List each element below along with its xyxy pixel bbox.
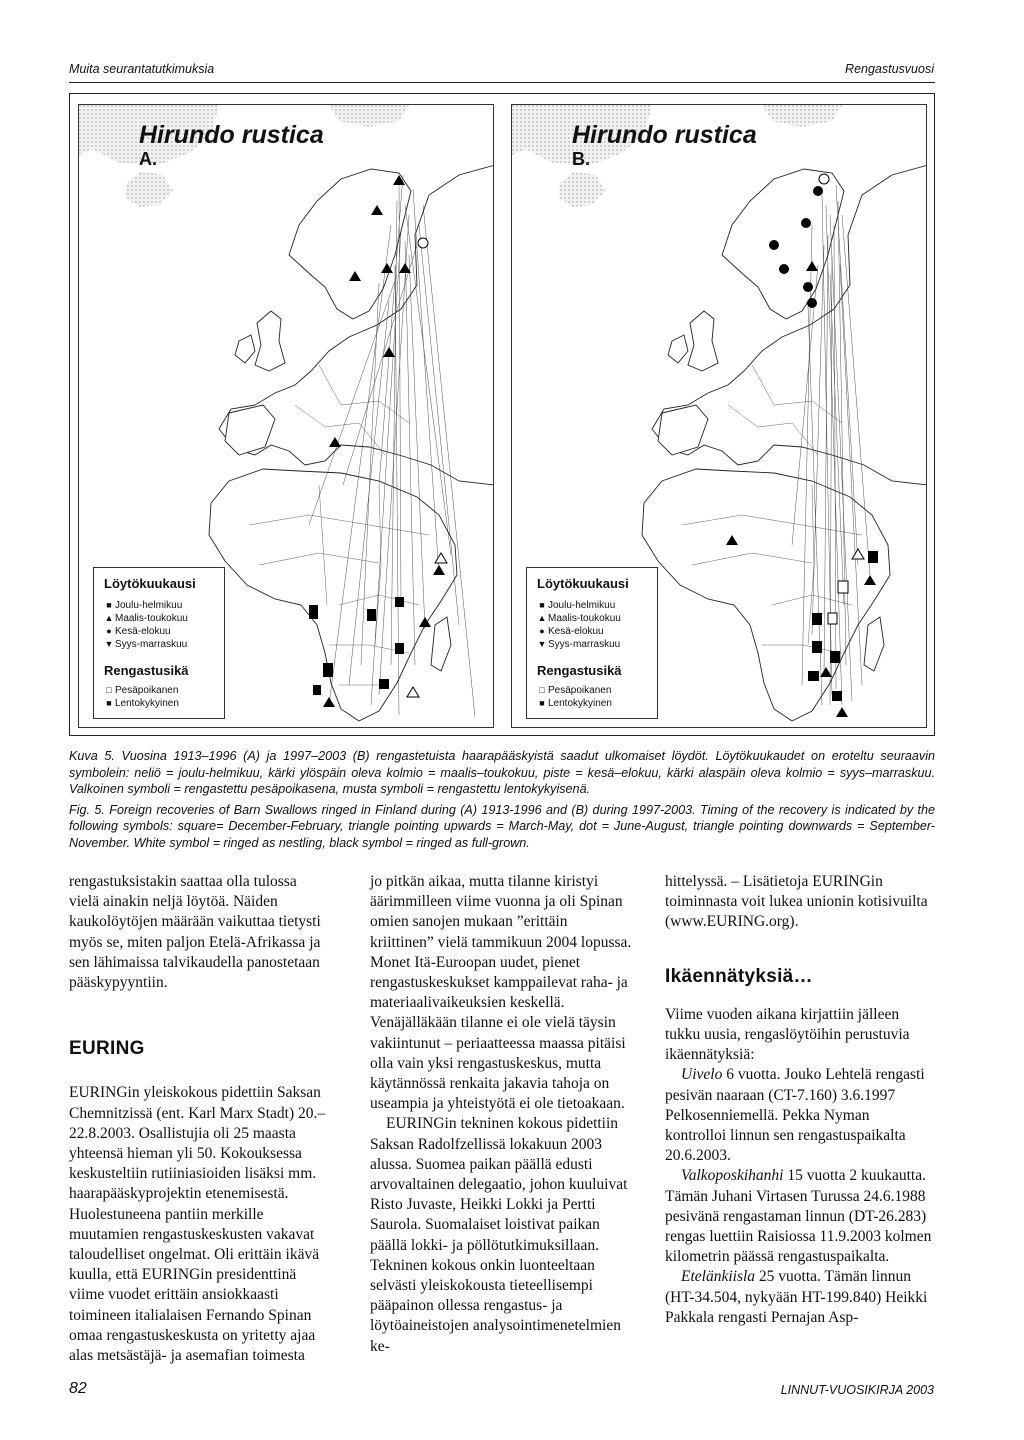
- legend-b-age-1: [537, 684, 647, 697]
- caption-en-text: Foreign recoveries of Barn Swallows ringed in Finland during (A) 1913-1996 and (B) during 1997-2003. Timing of the recovery is indicated by the following symbols: square= December-February, triangle pointing upwards = March-May, dot = June-August, triangle pointing downwards = September-November. White symbol = ringed as nestling, black symbol = ringed as full-grown.: [69, 802, 936, 850]
- figure-5: [69, 93, 935, 736]
- triangle-down-icon: ▼: [104, 639, 114, 649]
- legend-b-item-2: [537, 612, 647, 625]
- map-panel-a: [78, 104, 494, 728]
- square-icon: ■: [539, 600, 545, 610]
- legend-b-item-1-label: Joulu-helmikuu: [548, 600, 616, 611]
- legend-b-item-4: [537, 638, 647, 651]
- heading-ikaennatyksia: Ikäennätyksiä…: [665, 965, 813, 987]
- map-b-label: B.: [572, 149, 590, 169]
- col1-paragraph-1: rengastuksistakin saattaa olla tulossa vielä ainakin neljä löytöä. Näiden kaukolöytöjen määrään vaikuttaa tietysti myös se, miten paljon Etelä-Afrikassa ja sen lähimaissa talvikaudella panostetaan pääskypyyntiin.: [69, 873, 321, 992]
- legend-a-age-2: [104, 697, 214, 710]
- white-square-icon: □: [106, 685, 112, 695]
- map-panel-b: [511, 104, 927, 728]
- legend-a-item-1-label: Joulu-helmikuu: [115, 600, 183, 611]
- legend-a-item-4-label: Syys-marraskuu: [115, 639, 188, 650]
- caption-finnish: [69, 748, 935, 798]
- col3-paragraph-etelankiisla: [665, 1267, 933, 1328]
- legend-b-age-2-label: Lentokykyinen: [548, 698, 612, 709]
- map-b-title: Hirundo rustica: [572, 121, 757, 149]
- uivelo-text: 6 vuotta. Jouko Lehtelä rengasti pesivän naaraan (CT-7.160) 3.6.1997 Pelkosenniemellä. Pekka Nyman kontrolloi linnun sen rengastuspaikalta 20.6.2003.: [665, 1066, 925, 1165]
- legend-a-item-3-label: Kesä-elokuu: [115, 626, 171, 637]
- heading-euring: EURING: [69, 1038, 145, 1060]
- legend-a: [93, 567, 225, 719]
- legend-a-age-title: Rengastusikä: [104, 663, 189, 678]
- col3-paragraph-valkoposkihanhi: [665, 1166, 933, 1267]
- col3-paragraph-1: hittelyssä. – Lisätietoja EURINGin toiminnasta voit lukea unionin kotisivuilta (www.EURING.org).: [665, 873, 928, 931]
- col1-paragraph-2: EURINGin yleiskokous pidettiin Saksan Chemnitzissä (ent. Karl Marx Stadt) 20.–22.8.2003. Osallistujia oli 25 maasta yhteensä hieman yli 50. Kokouksessa keskusteltiin rutiiniasioiden lisäksi mm. haarapääskyprojektin etenemisestä. Huolestuneena pantiin merkille muutamien rengastuskeskusten vakavat taloudelliset ongelmat. Oli erittäin ikävä kuulla, että EURINGin presidenttinä viime vuodet erittäin ansiokkaasti toimineen italialaisen Fernando Spinan omaa rengastuskeskusta on yritetty ajaa alas metsästäjä- ja asemafian toimesta: [69, 1084, 326, 1365]
- legend-a-age-2-label: Lentokykyinen: [115, 698, 179, 709]
- caption-english: [69, 802, 935, 852]
- britain-shape: [255, 311, 285, 371]
- legend-a-title: Löytökuukausi: [104, 576, 196, 591]
- legend-b-item-3-label: Kesä-elokuu: [548, 626, 604, 637]
- black-square-icon: ■: [106, 698, 112, 708]
- text-column-3: [665, 872, 933, 1328]
- caption-en-label: Fig. 5.: [69, 802, 105, 817]
- legend-a-age-1: [104, 684, 214, 697]
- legend-b-age-1-label: Pesäpoikanen: [548, 685, 612, 696]
- caption-fi-text: Vuosina 1913–1996 (A) ja 1997–2003 (B) rengastetuista haarapääskyistä saadut ulkomaiset löydöt. Löytökuukaudet on eroteltu seuraavin symbolein: neliö = joulu-helmikuu, kärki ylöspäin oleva kolmio = maalis–toukokuu, piste = kesä–elokuu, kärki alaspäin oleva kolmio = syys–marraskuu. Valkoinen symboli = rengastettu pesäpoikasena, musta symboli = rengastettu lentokykyisenä.: [69, 749, 935, 796]
- map-a-title: Hirundo rustica: [139, 121, 324, 149]
- triangle-up-icon: ▲: [537, 613, 547, 623]
- running-head-right: Rengastusvuosi: [845, 62, 934, 76]
- madagascar-shape: [431, 617, 451, 671]
- legend-a-item-2-label: Maalis-toukokuu: [115, 613, 188, 624]
- legend-a-item-4: [104, 638, 214, 651]
- legend-b-item-4-label: Syys-marraskuu: [548, 639, 621, 650]
- page-number: 82: [69, 1380, 87, 1397]
- triangle-up-icon: ▲: [104, 613, 114, 623]
- iceland-shape: [125, 171, 173, 207]
- triangle-down-icon: ▼: [537, 639, 547, 649]
- text-column-1: [69, 872, 327, 1366]
- species-etelankiisla: Etelänkiisla: [681, 1268, 756, 1286]
- species-valkoposkihanhi: Valkoposkihanhi: [681, 1167, 784, 1185]
- running-head-left: Muita seurantatutkimuksia: [69, 62, 215, 76]
- valkoposkihanhi-text: 15 vuotta 2 kuukautta. Tämän Juhani Virtasen Turussa 24.6.1988 pesivänä rengastaman linnun (DT-26.283) rengas luettiin Raisiossa 11.9.2003 kolmen kilometrin päässä rengastuspaikalta.: [665, 1167, 932, 1266]
- etelankiisla-text: 25 vuotta. Tämän linnun (HT-34.504, nykyään HT-199.840) Heikki Pakkala rengasti Pernajan Asp-: [665, 1268, 928, 1326]
- dot-icon: ●: [106, 626, 112, 636]
- legend-b: [526, 567, 658, 719]
- col2-paragraph-2: EURINGin tekninen kokous pidettiin Saksan Radolfzellissä lokakuun 2003 alussa. Suomea paikan päällä edusti arvovaltainen delegaatio, johon kuuluivat Risto Juvaste, Heikki Lokki ja Pertti Saurola. Suomalaiset loistivat paikan päällä lokki- ja pöllötutkimuksillaan. Tekninen kokous onkin luonteeltaan selvästi yleiskokousta tieteellisempi pääpainon ollessa rengastus- ja löytöaineistojen analysointimenetelmien ke-: [370, 1115, 628, 1355]
- journal-name: LINNUT-VUOSIKIRJA 2003: [780, 1383, 934, 1397]
- header-rule: [69, 82, 935, 83]
- legend-a-item-2: [104, 612, 214, 625]
- legend-a-item-3: [104, 625, 214, 638]
- species-uivelo: Uivelo: [681, 1066, 723, 1084]
- figure-caption: [69, 748, 935, 851]
- black-square-icon: ■: [539, 698, 545, 708]
- legend-b-age-title: Rengastusikä: [537, 663, 622, 678]
- map-a-label: A.: [139, 149, 157, 169]
- col3-paragraph-uivelo: [665, 1065, 933, 1166]
- legend-b-age-2: [537, 697, 647, 710]
- text-column-2: [370, 872, 634, 1357]
- legend-a-age-1-label: Pesäpoikanen: [115, 685, 179, 696]
- square-icon: ■: [106, 600, 112, 610]
- legend-b-item-2-label: Maalis-toukokuu: [548, 613, 621, 624]
- legend-b-item-1: [537, 599, 647, 612]
- dot-icon: ●: [539, 626, 545, 636]
- ireland-shape: [235, 335, 255, 363]
- caption-fi-label: Kuva 5.: [69, 749, 115, 763]
- legend-b-item-3: [537, 625, 647, 638]
- legend-a-item-1: [104, 599, 214, 612]
- col2-paragraph-1: jo pitkän aikaa, mutta tilanne kiristyi äärimmilleen viime vuonna ja oli Spinan omien sanojen mukaan ”erittäin kriittinen” vielä tammikuun 2004 lopussa. Monet Itä-Euroopan uudet, pienet rengastuskeskukset kamppailevat raha- ja materiaalivaikeuksien keskellä. Venäjälläkään tilanne ei ole vielä täysin vakiintunut – periaatteessa maassa pitäisi olla vain yksi rengastuskeskus, mutta käytännössä renkaita jakavia tahoja on useampia ja yhteistyötä ei ole tietoakaan.: [370, 873, 632, 1113]
- scandinavia-shape: [289, 169, 411, 319]
- col3-paragraph-2: Viime vuoden aikana kirjattiin jälleen tukku uusia, rengaslöytöihin perustuvia ikäennätyksiä:: [665, 1005, 910, 1064]
- legend-b-title: Löytökuukausi: [537, 576, 629, 591]
- white-square-icon: □: [539, 685, 545, 695]
